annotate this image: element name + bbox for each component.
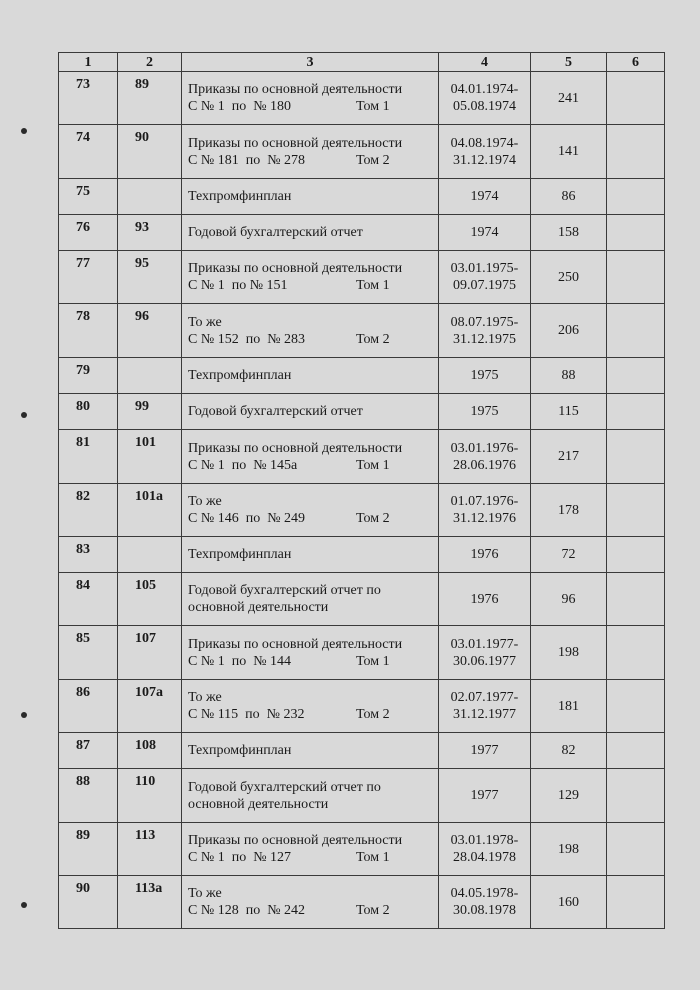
page-count: 181 — [531, 680, 607, 733]
record-number: 90 — [59, 876, 118, 929]
volume-label: Том 1 — [356, 457, 390, 473]
punch-hole-4 — [21, 902, 27, 908]
header-row — [59, 53, 665, 72]
table-row — [59, 537, 665, 573]
table-row — [59, 733, 665, 769]
page-count: 129 — [531, 769, 607, 823]
table-row — [59, 823, 665, 876]
notes-cell — [607, 823, 665, 876]
date-start: 03.01.1977- — [450, 636, 519, 652]
date-start: 1975 — [470, 404, 499, 419]
file-index: 95 — [118, 251, 182, 304]
doc-title: Техпромфинплан — [188, 189, 292, 204]
date-start: 04.05.1978- — [450, 886, 519, 901]
doc-title: Приказы по основной деятельности — [188, 135, 403, 151]
dates-cell — [439, 680, 531, 733]
page-count: 115 — [531, 394, 607, 430]
doc-range: С № 1 по № 145а Том 1 — [188, 457, 390, 473]
page-count: 88 — [531, 358, 607, 394]
record-number: 81 — [59, 430, 118, 484]
doc-title: Приказы по основной деятельности — [188, 833, 403, 848]
record-number: 86 — [59, 680, 118, 733]
notes-cell — [607, 394, 665, 430]
description-cell — [182, 537, 439, 573]
col-header-5: 5 — [531, 53, 607, 72]
doc-title: Годовой бухгалтерский отчет по — [188, 779, 381, 795]
record-number: 79 — [59, 358, 118, 394]
notes-cell — [607, 304, 665, 358]
doc-title: Приказы по основной деятельности — [188, 440, 403, 456]
doc-title: То же — [188, 314, 222, 330]
table-row — [59, 125, 665, 179]
notes-cell — [607, 430, 665, 484]
date-end: 30.08.1978 — [453, 903, 516, 918]
page-count: 82 — [531, 733, 607, 769]
notes-cell — [607, 769, 665, 823]
doc-range: С № 1 по № 144 Том 1 — [188, 653, 390, 669]
dates-cell — [439, 358, 531, 394]
date-start: 04.01.1974- — [450, 82, 519, 97]
table-row — [59, 358, 665, 394]
notes-cell — [607, 72, 665, 125]
notes-cell — [607, 358, 665, 394]
volume-label: Том 1 — [356, 278, 390, 293]
dates-cell — [439, 304, 531, 358]
notes-cell — [607, 125, 665, 179]
description-cell — [182, 358, 439, 394]
punch-hole-3 — [21, 712, 27, 718]
record-number: 78 — [59, 304, 118, 358]
notes-cell — [607, 573, 665, 626]
doc-range: С № 115 по № 232 Том 2 — [188, 707, 390, 722]
record-number: 85 — [59, 626, 118, 680]
record-number: 80 — [59, 394, 118, 430]
record-number: 87 — [59, 733, 118, 769]
volume-label: Том 2 — [356, 331, 390, 347]
page-count: 217 — [531, 430, 607, 484]
dates-cell — [439, 215, 531, 251]
date-end: 09.07.1975 — [453, 278, 516, 293]
dates-cell — [439, 537, 531, 573]
description-cell — [182, 769, 439, 823]
description-cell — [182, 484, 439, 537]
doc-title: Приказы по основной деятельности — [188, 261, 403, 276]
col-header-4: 4 — [439, 53, 531, 72]
page-count: 241 — [531, 72, 607, 125]
doc-title: Техпромфинплан — [188, 743, 292, 758]
record-number: 76 — [59, 215, 118, 251]
volume-label: Том 2 — [356, 511, 390, 526]
punch-hole-2 — [21, 412, 27, 418]
date-start: 03.01.1975- — [450, 261, 519, 276]
file-index: 96 — [118, 304, 182, 358]
doc-title: Техпромфинплан — [188, 368, 292, 383]
date-end: 31.12.1977 — [453, 707, 516, 722]
file-index: 113 — [118, 823, 182, 876]
table-row — [59, 680, 665, 733]
doc-title: Приказы по основной деятельности — [188, 82, 403, 97]
doc-title: Техпромфинплан — [188, 547, 292, 562]
notes-cell — [607, 251, 665, 304]
record-number: 73 — [59, 72, 118, 125]
file-index: 101 — [118, 430, 182, 484]
record-number: 82 — [59, 484, 118, 537]
file-index — [118, 537, 182, 573]
page-count: 96 — [531, 573, 607, 626]
volume-label: Том 2 — [356, 707, 390, 722]
date-start: 1977 — [470, 788, 499, 803]
dates-cell — [439, 823, 531, 876]
doc-range: С № 146 по № 249 Том 2 — [188, 511, 390, 526]
description-cell — [182, 304, 439, 358]
description-cell — [182, 876, 439, 929]
description-cell — [182, 72, 439, 125]
col-header-2: 2 — [118, 53, 182, 72]
date-end: 31.12.1976 — [453, 511, 516, 526]
file-index: 107а — [118, 680, 182, 733]
file-index: 89 — [118, 72, 182, 125]
volume-label: Том 1 — [356, 850, 390, 865]
notes-cell — [607, 179, 665, 215]
table-row — [59, 484, 665, 537]
doc-range: С № 1 по № 180 Том 1 — [188, 99, 390, 114]
description-cell — [182, 251, 439, 304]
dates-cell — [439, 179, 531, 215]
description-cell — [182, 430, 439, 484]
doc-range: С № 1 по № 151 Том 1 — [188, 278, 390, 293]
notes-cell — [607, 733, 665, 769]
dates-cell — [439, 733, 531, 769]
notes-cell — [607, 537, 665, 573]
file-index: 113а — [118, 876, 182, 929]
description-cell — [182, 733, 439, 769]
record-number: 77 — [59, 251, 118, 304]
date-end: 05.08.1974 — [453, 99, 516, 114]
table-body — [59, 72, 665, 929]
table-row — [59, 304, 665, 358]
table-row — [59, 251, 665, 304]
table-row — [59, 573, 665, 626]
description-cell — [182, 215, 439, 251]
date-start: 1977 — [470, 743, 499, 758]
file-index: 110 — [118, 769, 182, 823]
dates-cell — [439, 72, 531, 125]
dates-cell — [439, 876, 531, 929]
doc-range: С № 128 по № 242 Том 2 — [188, 903, 390, 918]
doc-title: Годовой бухгалтерский отчет — [188, 404, 363, 419]
page-count: 250 — [531, 251, 607, 304]
volume-label: Том 1 — [356, 99, 390, 114]
doc-range: С № 1 по № 127 Том 1 — [188, 850, 390, 865]
dates-cell — [439, 484, 531, 537]
description-cell — [182, 626, 439, 680]
record-number: 84 — [59, 573, 118, 626]
date-start: 01.07.1976- — [450, 494, 519, 509]
description-cell — [182, 823, 439, 876]
notes-cell — [607, 876, 665, 929]
table-row — [59, 215, 665, 251]
dates-cell — [439, 430, 531, 484]
dates-cell — [439, 573, 531, 626]
date-start: 1975 — [470, 368, 499, 383]
notes-cell — [607, 484, 665, 537]
doc-title: То же — [188, 494, 222, 509]
record-number: 75 — [59, 179, 118, 215]
col-header-6: 6 — [607, 53, 665, 72]
date-start: 1976 — [470, 591, 499, 607]
date-end: 31.12.1974 — [453, 152, 516, 168]
page-count: 178 — [531, 484, 607, 537]
date-start: 03.01.1976- — [450, 440, 519, 456]
date-start: 04.08.1974- — [450, 135, 519, 151]
date-end: 30.06.1977 — [453, 653, 516, 669]
record-number: 89 — [59, 823, 118, 876]
file-index: 107 — [118, 626, 182, 680]
doc-range: основной деятельности — [188, 600, 329, 615]
doc-range: С № 152 по № 283 Том 2 — [188, 331, 390, 347]
record-number: 74 — [59, 125, 118, 179]
col-header-1: 1 — [59, 53, 118, 72]
date-end: 31.12.1975 — [453, 331, 516, 347]
description-cell — [182, 394, 439, 430]
record-number: 88 — [59, 769, 118, 823]
table-row — [59, 626, 665, 680]
volume-label: Том 2 — [356, 903, 390, 918]
date-start: 02.07.1977- — [450, 690, 519, 705]
notes-cell — [607, 215, 665, 251]
doc-range: С № 181 по № 278 Том 2 — [188, 152, 390, 168]
page-count: 158 — [531, 215, 607, 251]
table-row — [59, 72, 665, 125]
date-start: 1974 — [470, 225, 499, 240]
page-count: 206 — [531, 304, 607, 358]
date-start: 1976 — [470, 547, 499, 562]
date-end: 28.04.1978 — [453, 850, 516, 865]
description-cell — [182, 680, 439, 733]
description-cell — [182, 573, 439, 626]
file-index: 105 — [118, 573, 182, 626]
page-count: 86 — [531, 179, 607, 215]
record-number: 83 — [59, 537, 118, 573]
file-index — [118, 358, 182, 394]
page-count: 198 — [531, 626, 607, 680]
dates-cell — [439, 626, 531, 680]
punch-hole-1 — [21, 128, 27, 134]
doc-title: То же — [188, 690, 222, 705]
dates-cell — [439, 394, 531, 430]
table-row — [59, 394, 665, 430]
volume-label: Том 2 — [356, 152, 390, 168]
table-row — [59, 179, 665, 215]
description-cell — [182, 179, 439, 215]
doc-range: основной деятельности — [188, 796, 329, 812]
file-index: 93 — [118, 215, 182, 251]
page-count: 141 — [531, 125, 607, 179]
inventory-table — [58, 52, 665, 929]
volume-label: Том 1 — [356, 653, 390, 669]
date-start: 03.01.1978- — [450, 833, 519, 848]
table-row — [59, 876, 665, 929]
date-start: 08.07.1975- — [450, 314, 519, 330]
page-count: 72 — [531, 537, 607, 573]
notes-cell — [607, 626, 665, 680]
file-index: 101а — [118, 484, 182, 537]
dates-cell — [439, 125, 531, 179]
dates-cell — [439, 251, 531, 304]
description-cell — [182, 125, 439, 179]
file-index — [118, 179, 182, 215]
file-index: 99 — [118, 394, 182, 430]
table-row — [59, 430, 665, 484]
page-count: 160 — [531, 876, 607, 929]
doc-title: Приказы по основной деятельности — [188, 636, 403, 652]
notes-cell — [607, 680, 665, 733]
date-end: 28.06.1976 — [453, 457, 516, 473]
date-start: 1974 — [470, 189, 499, 204]
dates-cell — [439, 769, 531, 823]
file-index: 90 — [118, 125, 182, 179]
col-header-3: 3 — [182, 53, 439, 72]
doc-title: То же — [188, 886, 222, 901]
doc-title: Годовой бухгалтерский отчет по — [188, 583, 381, 598]
table-row — [59, 769, 665, 823]
page-count: 198 — [531, 823, 607, 876]
doc-title: Годовой бухгалтерский отчет — [188, 225, 363, 240]
file-index: 108 — [118, 733, 182, 769]
